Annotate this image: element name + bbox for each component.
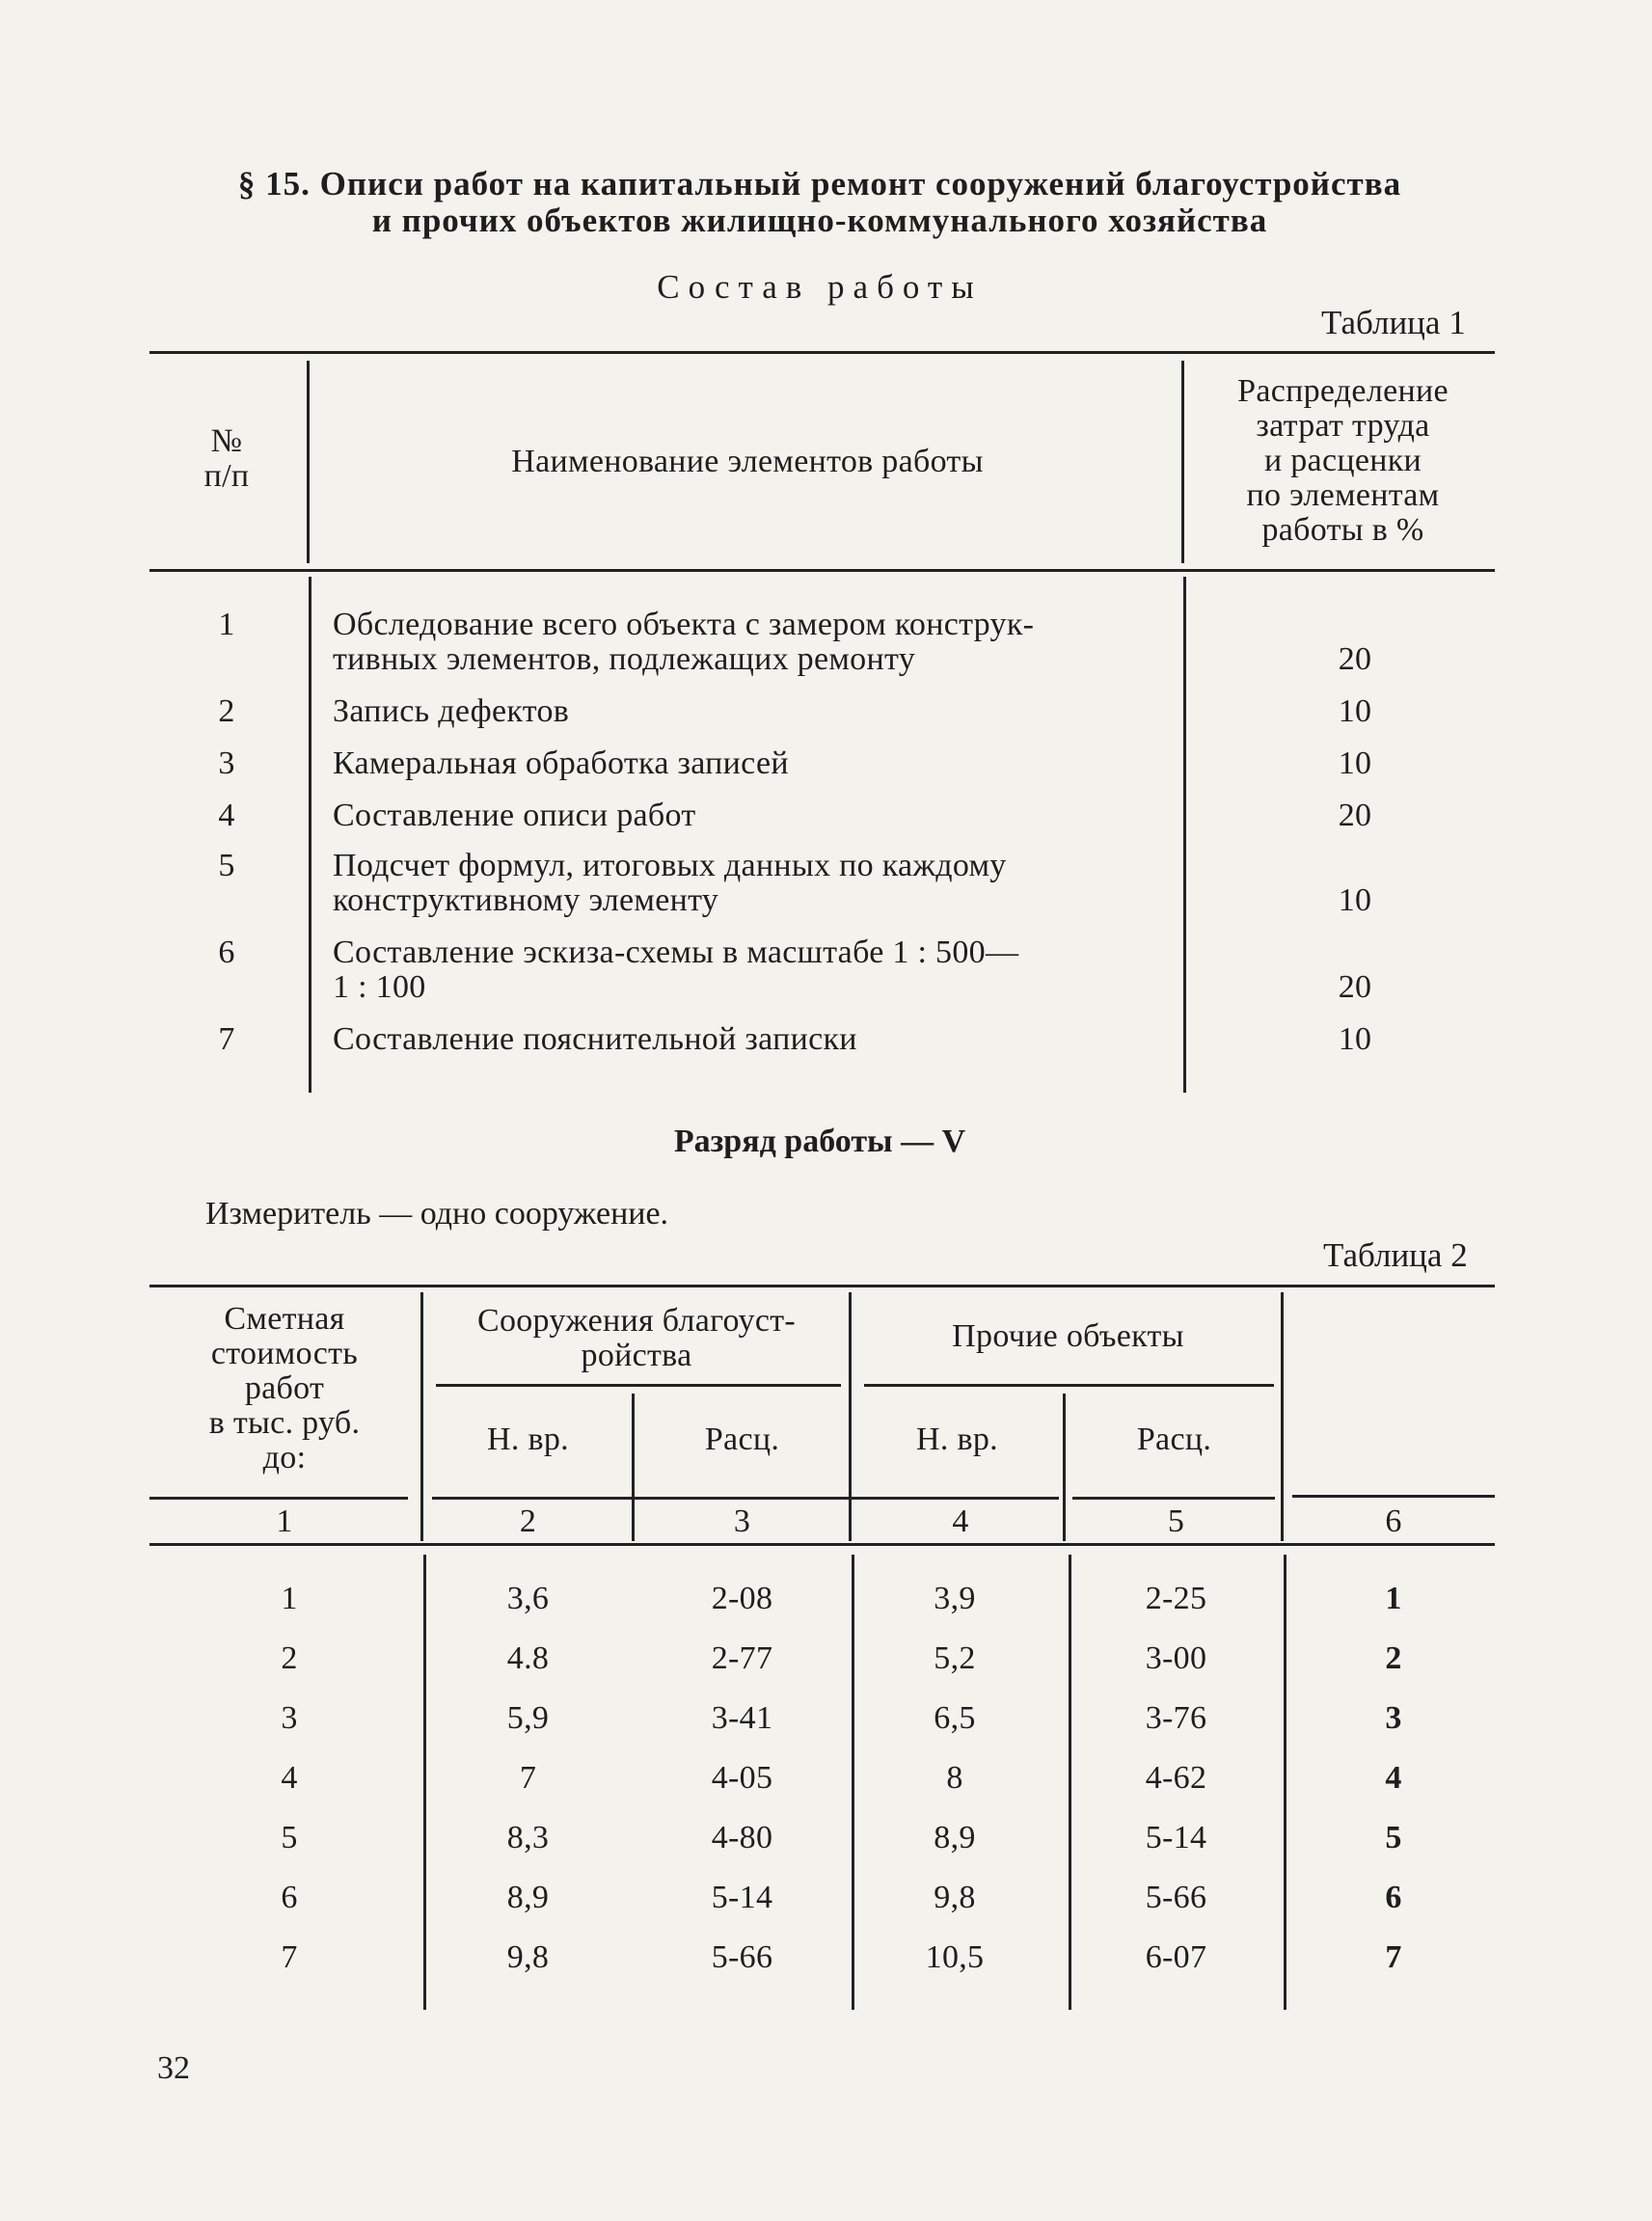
table2-vrule [632,1394,635,1541]
table2-cell: 5-14 [711,1880,773,1915]
table2-header-group1: Сооружения благоуст- ройства [476,1303,797,1373]
table2-row-cost: 6 [281,1880,298,1915]
table2-vrule [420,1292,423,1541]
table1-row-num: 3 [218,745,235,781]
work-grade: Разряд работы — V [673,1124,966,1159]
section-title-line2: и прочих объектов жилищно-коммунального хозяйства [371,202,1268,239]
table2-top-rule [149,1285,1495,1287]
table2-label: Таблица 2 [1323,1236,1468,1274]
table2-cell: 5,2 [934,1640,976,1676]
table2-vrule [1281,1292,1284,1541]
table2-col-number: 1 [276,1503,293,1539]
table2-cell: 5,9 [506,1700,550,1736]
table2-cell: 3-41 [711,1700,773,1736]
table1-row-value: 10 [1338,882,1372,918]
table2-row-cost: 7 [281,1939,298,1975]
table2-cell: 5-66 [711,1939,773,1975]
table2-cell: 4-80 [711,1820,773,1855]
table2-row-cost: 3 [281,1700,298,1736]
table2-vrule [1063,1394,1066,1541]
table2-cell: 9,8 [934,1880,976,1915]
table1-row-value: 20 [1338,641,1372,677]
table1-row-name: Подсчет формул, итоговых данных по каждому конструктивному элементу [333,848,1007,918]
table1-row-value: 10 [1338,745,1372,781]
table2-cell: 8,9 [934,1820,976,1855]
table1-row-num: 1 [218,607,235,642]
table2-cell: 7 [519,1760,537,1796]
table1-header-rule [149,569,1495,572]
table1-header-name: Наименование элементов работы [511,444,984,479]
table2-col-number: 6 [1385,1503,1402,1539]
table1-row-name: Составление описи работ [333,798,696,833]
table2-row-cost: 5 [281,1820,298,1855]
table2-col-number: 3 [733,1503,751,1539]
table2-group-rule [436,1384,841,1387]
table2-cell: 7 [1385,1939,1402,1975]
table1-row-name: Камеральная обработка записей [333,745,789,781]
table2-header-rasc: Расц. [704,1422,780,1457]
table2-col-number: 4 [952,1503,969,1539]
table2-col-number: 5 [1167,1503,1185,1539]
table2-cell: 2 [1385,1640,1402,1676]
table2-cell: 9,8 [506,1939,550,1975]
table2-cell: 8 [946,1760,963,1796]
table2-col-number: 2 [519,1503,537,1539]
table2-cell: 4.8 [506,1640,550,1676]
table1-row-num: 2 [218,693,235,729]
table2-cell: 4 [1385,1760,1402,1796]
table1-row-num: 5 [218,848,235,883]
table2-vrule [1284,1555,1286,2010]
measure-unit: Измеритель — одно сооружение. [205,1196,669,1232]
table1-vrule [309,577,311,1093]
table1-row-name: Запись дефектов [333,693,570,729]
table2-cell: 6,5 [934,1700,976,1736]
table2-cell: 3,6 [506,1581,550,1616]
table2-cell: 6 [1385,1880,1402,1915]
table2-cell: 2-77 [711,1640,773,1676]
table1-row-name: Обследование всего объекта с замером конструк- тивных элементов, подлежащих ремонту [333,607,1035,677]
table2-cell: 10,5 [925,1939,985,1975]
page-number: 32 [157,2050,190,2086]
table2-row-cost: 2 [281,1640,298,1676]
table2-cell: 3-00 [1145,1640,1207,1676]
table2-cell: 5-66 [1145,1880,1207,1915]
table1-vrule [1181,361,1184,563]
table2-cell: 5 [1385,1820,1402,1855]
table2-cell: 3-76 [1145,1700,1207,1736]
table2-cell: 8,3 [506,1820,550,1855]
table2-vrule [852,1555,854,2010]
section-title-line1: § 15. Описи работ на капитальный ремонт сооружений благоустройства [237,165,1402,203]
table1-row-value: 10 [1338,1021,1372,1057]
table1-row-value: 20 [1338,798,1372,833]
table2-cell: 3,9 [934,1581,976,1616]
table2-header-rasc: Расц. [1136,1422,1212,1457]
table2-colnum-rule [149,1543,1495,1546]
table2-header-rule [1292,1495,1495,1498]
table1-row-value: 10 [1338,693,1372,729]
table1-row-name: Составление эскиза-схемы в масштабе 1 : 500— 1 : 100 [333,934,1019,1005]
table1-vrule [1183,577,1186,1093]
table2-cell: 5-14 [1145,1820,1207,1855]
table2-cell: 3 [1385,1700,1402,1736]
table2-header-rule [149,1497,408,1500]
table2-cell: 4-05 [711,1760,773,1796]
table2-header-nvr: Н. вр. [487,1422,569,1457]
table2-vrule [849,1292,852,1541]
table1-row-num: 6 [218,934,235,970]
table2-cell: 6-07 [1145,1939,1207,1975]
table2-row-cost: 1 [281,1581,298,1616]
table1-vrule [307,361,310,563]
table2-vrule [1069,1555,1071,2010]
table2-header-rule [432,1497,1059,1500]
table2-cell: 2-08 [711,1581,773,1616]
table1-row-num: 4 [218,798,235,833]
table1-label: Таблица 1 [1321,304,1466,341]
table2-cell: 2-25 [1145,1581,1207,1616]
table2-header-rule [1072,1497,1275,1500]
table1-top-rule [149,351,1495,354]
table1-header-num: № п/п [203,423,250,494]
table2-row-cost: 4 [281,1760,298,1796]
table1-row-value: 20 [1338,969,1372,1005]
table2-header-cost: Сметная стоимость работ в тыс. руб. до: [208,1301,361,1476]
table1-row-num: 7 [218,1021,235,1057]
section-subtitle: Состав работы [657,268,983,306]
table2-cell: 8,9 [506,1880,550,1915]
table2-header-nvr: Н. вр. [916,1422,998,1457]
table1-header-share: Распределение затрат труда и расценки по элементам работы в % [1237,373,1449,548]
table2-cell: 4-62 [1145,1760,1207,1796]
table2-cell: 1 [1385,1581,1402,1616]
table1-row-name: Составление пояснительной записки [333,1021,857,1057]
table2-group-rule [864,1384,1274,1387]
table2-header-group2: Прочие объекты [952,1318,1184,1354]
